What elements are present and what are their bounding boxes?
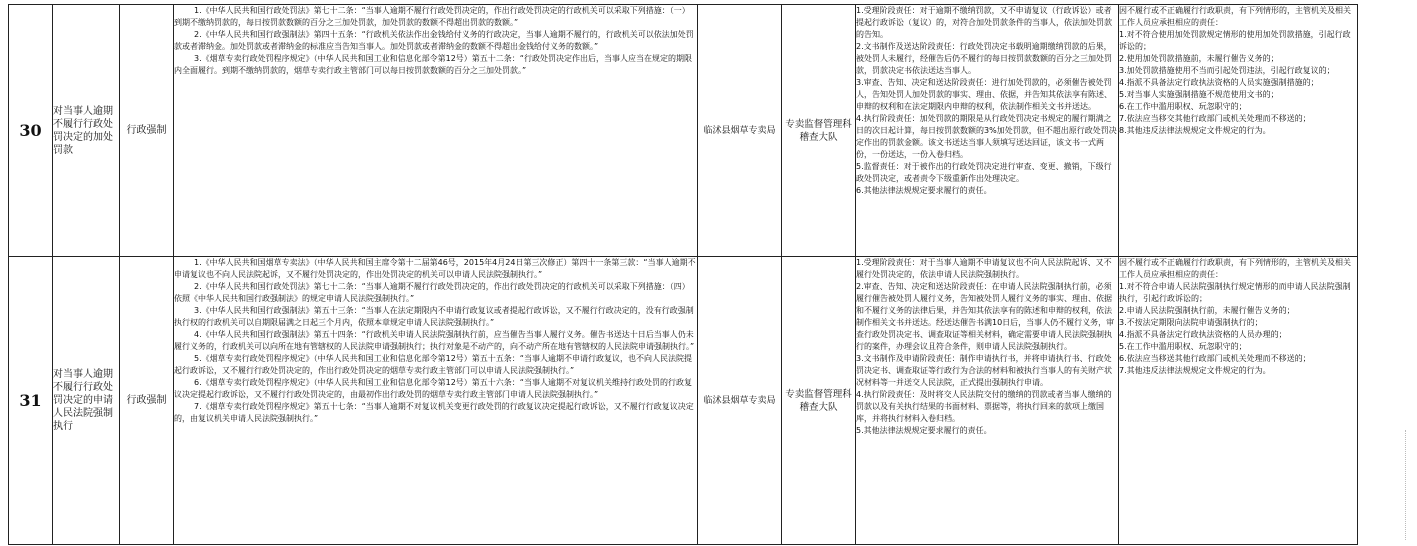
accountability-item: 4.指派不具备法定行政执法资格的人员实施强制措施的； (1119, 78, 1319, 87)
legal-basis-item: 5.《烟草专卖行政处罚程序规定》（中华人民共和国工业和信息化部令第12号）第五十五条：“当事人逾期不申请行政复议，也不向人民法院提起行政诉讼，又不履行行政处罚决定的，作出行政处罚决定的烟草专卖行政主管部门可以申请人民法院强制执行。” (174, 354, 692, 375)
responsibility-cell (856, 5, 1119, 257)
accountability-item: 7.其他违反法律法规规定文件规定的行为。 (1119, 366, 1271, 375)
responsibility-item: 3.审查、告知、决定和送达阶段责任：进行加处罚款的，必须催告被处罚人，告知处罚人加处罚款的事实、理由、依据，并告知其依法享有陈述、申辩的权利和在法定期限内申辩的权利，依法制作相关文书并送达。 (856, 78, 1112, 111)
table-row (9, 257, 1417, 545)
responsibility-item: 5.监督责任：对于被作出的行政处罚决定进行审查、变更、撤销，下级行政处罚决定，或者责令下级重新作出处理决定。 (856, 162, 1112, 183)
accountability-item: 8.其他违反法律法规规定文件规定的行为。 (1119, 126, 1271, 135)
legal-basis-item: 6.《烟草专卖行政处罚程序规定》（中华人民共和国工业和信息化部令第12号）第五十六条：“当事人逾期不对复议机关维持行政处罚的行政复议决定提起行政诉讼，又不履行行政处罚决定的，由最初作出行政处罚的烟草专卖行政主管部门申请人民法院强制执行。” (174, 378, 692, 399)
accountability-item: 3.不按法定期限向法院申请强制执行的； (1119, 318, 1263, 327)
legal-basis-cell (174, 257, 698, 545)
accountability-item: 1.对不符合申请人民法院强制执行规定情形的而申请人民法院强制执行，引起行政诉讼的； (1119, 282, 1351, 303)
accountability-item: 因不履行或不正确履行行政职责，有下列情形的，主管机关及相关工作人员应承担相应的责任： (1119, 258, 1351, 279)
accountability-item: 6.在工作中滥用职权、玩忽职守的； (1119, 102, 1247, 111)
responsibility-item: 6.其他法律法规规定要求履行的责任。 (856, 186, 992, 195)
responsibility-item: 5.其他法律法规规定要求履行的责任。 (856, 426, 992, 435)
accountability-cell (1119, 5, 1358, 257)
row-number: 31 (9, 257, 53, 545)
item-name-cell: 对当事人逾期不履行行政处罚决定的申请人民法院强制执行 (53, 257, 120, 545)
accountability-item: 7.依法应当移交其他行政部门或机关处理而不移送的； (1119, 114, 1311, 123)
responsibility-item: 1.受理阶段责任：对于当事人逾期不申请复议也不向人民法院起诉、又不履行处罚决定的，依法申请人民法院强制执行。 (856, 258, 1112, 279)
table-row (9, 5, 1417, 257)
accountability-item: 5.在工作中滥用职权、玩忽职守的； (1119, 342, 1247, 351)
legal-basis-item: 3.《中华人民共和国行政强制法》第五十三条：“当事人在法定期限内不申请行政复议或者提起行政诉讼，又不履行行政决定的，没有行政强制执行权的行政机关可以自期限届满之日起三个月内，依照本章规定申请人民法院强制执行。” (174, 306, 694, 327)
accountability-item: 3.加处罚款措施使用不当而引起处罚违法，引起行政复议的； (1119, 66, 1335, 75)
department-cell: 临沭县烟草专卖局 (698, 257, 782, 545)
responsibility-item: 2.文书制作及送达阶段责任：行政处罚决定书载明逾期缴纳罚款的后果，被处罚人未履行，经催告后仍不履行的每日按罚款数额的百分之三加处罚款，罚款决定书依法送达当事人。 (856, 42, 1112, 75)
category-cell: 行政强制 (120, 257, 174, 545)
right-edge-dotted-marks (1405, 430, 1414, 540)
accountability-item: 5.对当事人实施强制措施不规范使用文书的； (1119, 90, 1279, 99)
responsible-org-cell: 专卖监督管理科稽查大队 (782, 5, 856, 257)
responsibility-cell (856, 257, 1119, 545)
responsibility-table (8, 4, 1417, 545)
legal-basis-item: 3.《烟草专卖行政处罚程序规定》（中华人民共和国工业和信息化部令第12号）第五十二条：“行政处罚决定作出后，当事人应当在规定的期限内全面履行。到期不缴纳罚款的，烟草专卖行政主管部门可以每日按罚款数额的百分之三加处罚款。” (174, 54, 692, 75)
empty-margin-cell (1358, 5, 1417, 257)
department-cell: 临沭县烟草专卖局 (698, 5, 782, 257)
legal-basis-item: 2.《中华人民共和国行政强制法》第四十五条：“行政机关依法作出金钱给付义务的行政决定，当事人逾期不履行的，行政机关可以依法加处罚款或者滞纳金。加处罚款或者滞纳金的标准应当告知当事人。加处罚款或者滞纳金的数额不得超出金钱给付义务的数额。” (174, 30, 694, 51)
legal-basis-item: 7.《烟草专卖行政处罚程序规定》第五十七条：“当事人逾期不对复议机关变更行政处罚的行政复议决定提起行政诉讼，又不履行行政复议决定的，由复议机关申请人民法院强制执行。” (174, 402, 694, 423)
legal-basis-item: 4.《中华人民共和国行政强制法》第五十四条：“行政机关申请人民法院强制执行前，应当催告当事人履行义务。催告书送达十日后当事人仍未履行义务的，行政机关可以向所在地有管辖权的人民法院申请强制执行；执行对象是不动产的，向不动产所在地有管辖权的人民法院申请强制执行。” (174, 330, 695, 351)
accountability-item: 1.对不符合使用加处罚款规定情形的使用加处罚款措施，引起行政诉讼的； (1119, 30, 1351, 51)
row-number: 30 (9, 5, 53, 257)
responsible-org-cell: 专卖监督管理科稽查大队 (782, 257, 856, 545)
item-name-cell: 对当事人逾期不履行行政处罚决定的加处罚款 (53, 5, 120, 257)
accountability-item: 2.申请人民法院强制执行前，未履行催告义务的； (1119, 306, 1295, 315)
legal-basis-item: 1.《中华人民共和国行政处罚法》第七十二条：“当事人逾期不履行行政处罚决定的，作出行政处罚决定的行政机关可以采取下列措施：（一）到期不缴纳罚款的，每日按罚款数额的百分之三加处罚款，加处罚款的数额不得超出罚款的数额。” (174, 6, 690, 27)
legal-basis-cell (174, 5, 698, 257)
accountability-item: 因不履行或不正确履行行政职责，有下列情形的，主管机关及相关工作人员应承担相应的责任： (1119, 6, 1351, 27)
responsibility-item: 3.文书制作及申请阶段责任：制作申请执行书，并将申请执行书、行政处罚决定书、调查取证等行政行为合法的材料和被执行当事人的有关财产状况材料等一并送交人民法院，正式提出强制执行申请。 (856, 354, 1112, 387)
legal-basis-item: 2.《中华人民共和国行政处罚法》第七十二条：“当事人逾期不履行行政处罚决定的，作出行政处罚决定的行政机关可以采取下列措施：（四）依照《中华人民共和国行政强制法》的规定申请人民法院强制执行。” (174, 282, 690, 303)
responsibility-item: 2.审查、告知、决定和送达阶段责任：在申请人民法院强制执行前，必须履行催告被处罚人履行义务，告知被处罚人履行义务的事实、理由、依据和不履行义务的法律后果，并告知其依法享有的陈述和申辩的权利，依法制作相关文书并送达。经送达催告书满10日后，当事人仍不履行义务，审查行政处罚决定书、调查取证等相关材料，确定需要申请人民法院强制执行的案件，办理会议且符合条件，则申请人民法院强制执行。 (856, 282, 1115, 351)
responsibility-item: 4.执行阶段责任：及时将交人民法院交付的缴纳的罚款或者当事人缴纳的罚款以及有关执行结果的书面材料、票据等，将执行回来的款项上缴国库，并将执行材料入卷归档。 (856, 390, 1112, 423)
accountability-item: 6.依法应当移送其他行政部门或机关处理而不移送的； (1119, 354, 1311, 363)
accountability-cell (1119, 257, 1358, 545)
responsibility-item: 1.受理阶段责任：对于逾期不缴纳罚款，又不申请复议（行政诉讼）或者提起行政诉讼（复议）的，对符合加处罚款条件的当事人，依法加处罚款的告知。 (856, 6, 1112, 39)
category-cell: 行政强制 (120, 5, 174, 257)
accountability-item: 4.指派不具备法定行政执法资格的人员办理的； (1119, 330, 1287, 339)
accountability-item: 2.使用加处罚款措施前，未履行催告义务的； (1119, 54, 1279, 63)
responsibility-item: 4.执行阶段责任：加处罚款的期限是从行政处罚决定书规定的履行期满之日的次日起计算，每日按罚款数额的3%加处罚款，但不超出原行政处罚决定作出的罚款金额。该文书送达当事人须填写送达回证，该文书一式两份，一份送达，一份入卷归档。 (856, 114, 1117, 159)
legal-basis-item: 1.《中华人民共和国烟草专卖法》（中华人民共和国主席令第十二届第46号，2015年4月24日第三次修正）第四十一条第三款：“当事人逾期不申请复议也不向人民法院起诉，又不履行处罚决定的，作出处罚决定的机关可以申请人民法院强制执行。” (174, 258, 696, 279)
